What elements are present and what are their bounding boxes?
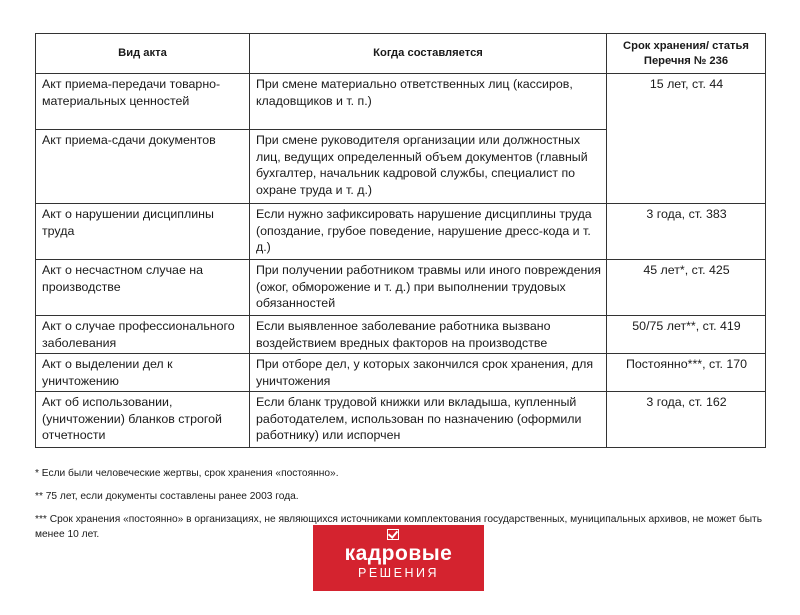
table-row (36, 354, 766, 392)
cell-when: Если нужно зафиксировать нарушение дисциплины труда (опоздание, грубое поведение, нарушение дресс-кода и т. д.) (250, 204, 607, 260)
cell-term: 3 года, ст. 383 (607, 204, 766, 260)
header-act-type: Вид акта (36, 34, 250, 74)
logo-line1: кадровые (344, 542, 453, 565)
cell-when: При смене руководителя организации или должностных лиц, ведущих определенный объем документов (главный бухгалтер, начальник кадровой службы, специалист по охране труда и т. д.) (250, 130, 607, 204)
table-header-row (36, 34, 766, 74)
logo-line2: РЕШЕНИЯ (357, 566, 439, 580)
table-row (36, 260, 766, 316)
cell-term: 45 лет*, ст. 425 (607, 260, 766, 316)
cell-when: Если бланк трудовой книжки или вкладыша, купленный работодателем, использован по назначению (оформили работнику) или испорчен (250, 392, 607, 448)
cell-when: При смене материально ответственных лиц (кассиров, кладовщиков и т. п.) (250, 74, 607, 130)
cell-act: Акт приема-сдачи документов (36, 130, 250, 204)
cell-term: 15 лет, ст. 44 (607, 74, 766, 204)
cell-act: Акт о выделении дел к уничтожению (36, 354, 250, 392)
checkbox-icon (387, 529, 399, 540)
table-row (36, 74, 766, 130)
footnote: ** 75 лет, если документы составлены ранее 2003 года. (35, 491, 299, 502)
cell-when: Если выявленное заболевание работника вызвано воздействием вредных факторов на производстве (250, 316, 607, 354)
footnote: * Если были человеческие жертвы, срок хранения «постоянно». (35, 468, 339, 479)
table-row (36, 316, 766, 354)
cell-act: Акт о несчастном случае на производстве (36, 260, 250, 316)
storage-terms-table (35, 33, 766, 448)
kadrovye-resheniya-logo (313, 525, 484, 591)
cell-term: 50/75 лет**, ст. 419 (607, 316, 766, 354)
header-term: Срок хранения/ статья Перечня № 236 (607, 34, 766, 74)
cell-when: При получении работником травмы или иного повреждения (ожог, обморожение и т. д.) при выполнении трудовых обязанностей (250, 260, 607, 316)
cell-act: Акт приема-передачи товарно-материальных ценностей (36, 74, 250, 130)
cell-act: Акт о случае профессионального заболевания (36, 316, 250, 354)
cell-term: 3 года, ст. 162 (607, 392, 766, 448)
cell-act: Акт об использовании, (уничтожении) бланков строгой отчетности (36, 392, 250, 448)
header-when: Когда составляется (250, 34, 607, 74)
storage-terms-table-wrap (35, 33, 765, 448)
table-row (36, 204, 766, 260)
cell-when: При отборе дел, у которых закончился срок хранения, для уничтожения (250, 354, 607, 392)
footnote: *** Срок хранения «постоянно» в организациях, не являющихся источниками комплектования государственных, муниципальных архивов, не может быть менее 10 лет. (35, 514, 763, 540)
cell-act: Акт о нарушении дисциплины труда (36, 204, 250, 260)
table-row (36, 392, 766, 448)
cell-term: Постоянно***, ст. 170 (607, 354, 766, 392)
